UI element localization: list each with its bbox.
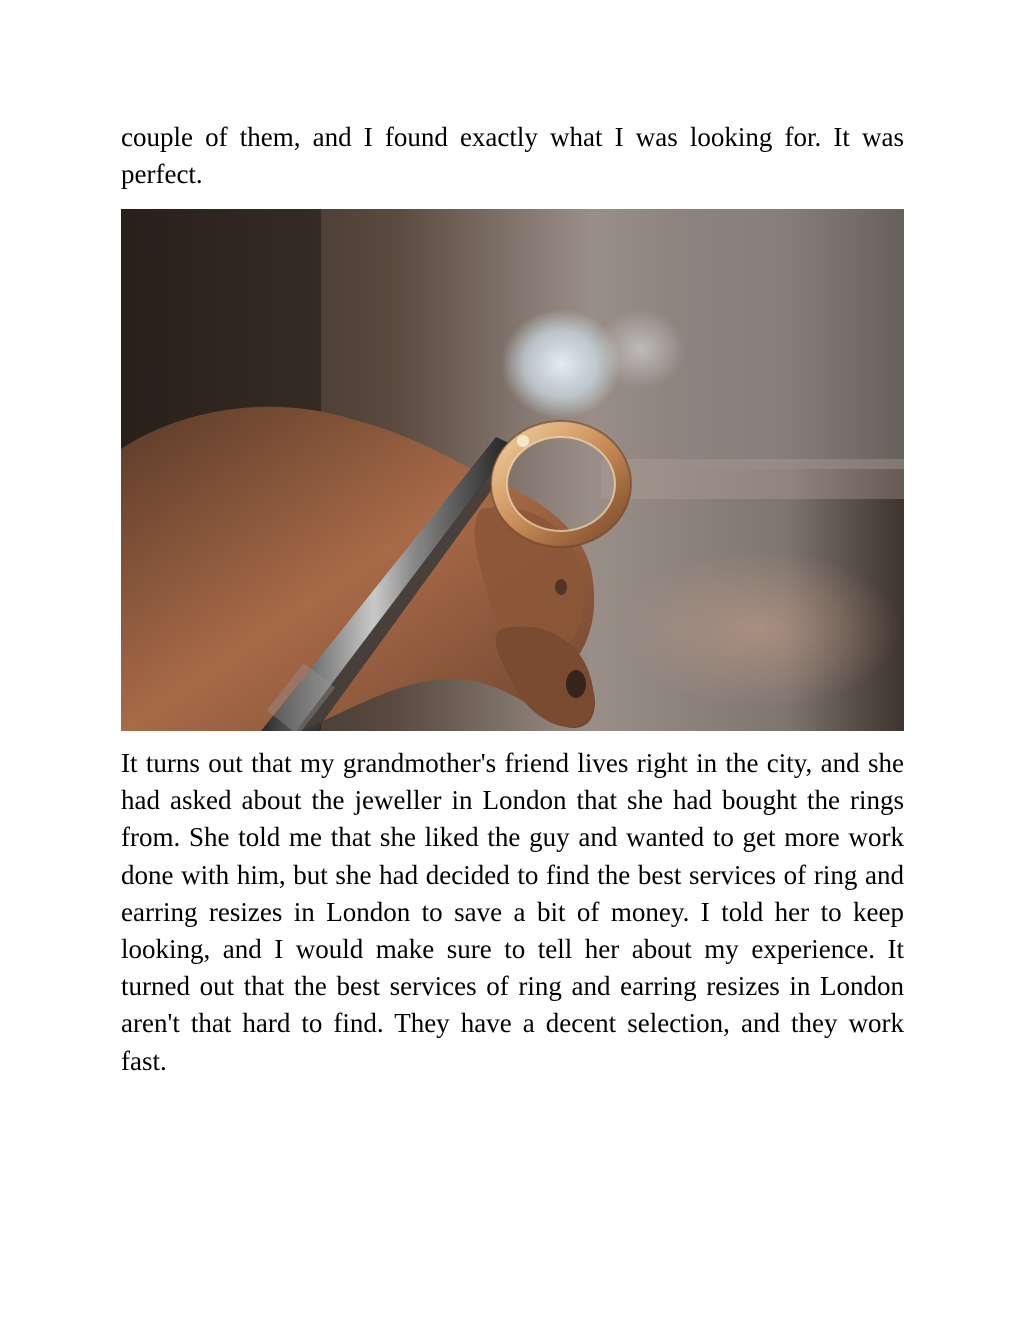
photo-ring-tweezers <box>121 209 904 731</box>
paragraph-grandmother-friend: It turns out that my grandmother's friend lives right in the city, and she had asked about the jeweller in London that she had bought the rings from. She told me that she liked the guy and wanted to get more work done with him, but she had decided to find the best services of ring and earring resizes in London to save a bit of money. I told her to keep looking, and I would make sure to tell her about my experience. It turned out that the best services of ring and earring resizes in London aren't that hard to find. They have a decent selection, and they work fast. <box>121 748 904 1076</box>
paragraph-intro: couple of them, and I found exactly what I was looking for. It was perfect. <box>121 122 904 190</box>
